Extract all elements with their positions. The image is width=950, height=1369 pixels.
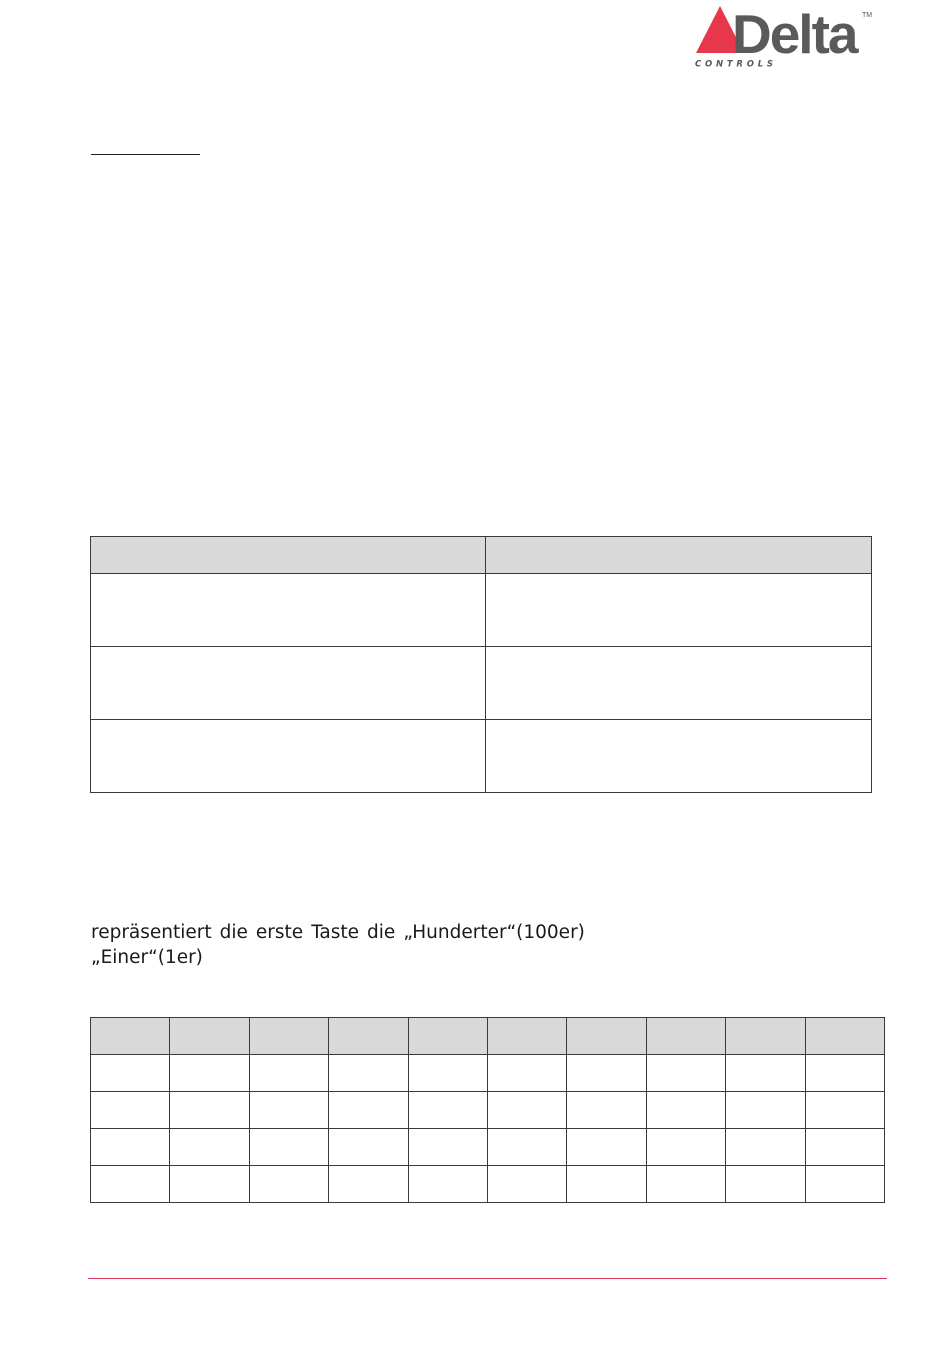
table-cell — [646, 1092, 725, 1129]
table-header-cell — [91, 1018, 170, 1055]
table-cell — [249, 1092, 328, 1129]
table-cell — [249, 1129, 328, 1166]
table-row — [91, 574, 872, 647]
table-cell — [329, 1092, 408, 1129]
table-row — [91, 1055, 885, 1092]
table-cell — [567, 1166, 646, 1203]
table-cell — [646, 1166, 725, 1203]
delta-controls-logo — [694, 6, 874, 70]
table-cell — [91, 720, 486, 793]
table-row — [91, 1129, 885, 1166]
table-row — [91, 1092, 885, 1129]
paragraph-word: repräsentiert — [91, 922, 212, 943]
table-cell — [805, 1055, 884, 1092]
table-cell — [91, 1129, 170, 1166]
table-header-cell — [91, 537, 486, 574]
trademark-mark: TM — [862, 12, 873, 19]
table-cell — [567, 1092, 646, 1129]
table-cell — [91, 1092, 170, 1129]
table-header-row — [91, 1018, 885, 1055]
table-cell — [329, 1055, 408, 1092]
table-cell — [487, 1092, 566, 1129]
table-cell — [91, 647, 486, 720]
paragraph-word: die — [219, 922, 248, 943]
table-cell — [726, 1166, 805, 1203]
paragraph-line-1 — [91, 920, 585, 945]
table-cell — [486, 720, 872, 793]
paragraph-word: erste — [255, 922, 304, 943]
table-header-cell — [408, 1018, 487, 1055]
table-cell — [487, 1129, 566, 1166]
paragraph-line-2: „Einer“(1er) — [91, 947, 203, 968]
table-cell — [249, 1055, 328, 1092]
table-header-cell — [646, 1018, 725, 1055]
table-header-cell — [170, 1018, 249, 1055]
table-cell — [329, 1129, 408, 1166]
table-header-cell — [249, 1018, 328, 1055]
ten-column-table — [90, 1017, 885, 1203]
table-header-row — [91, 537, 872, 574]
body-paragraph — [91, 920, 585, 970]
table-cell — [805, 1129, 884, 1166]
table-row — [91, 647, 872, 720]
table-cell — [408, 1166, 487, 1203]
table-cell — [486, 574, 872, 647]
table-cell — [486, 647, 872, 720]
paragraph-word: die — [367, 922, 396, 943]
table-cell — [487, 1055, 566, 1092]
table-cell — [408, 1129, 487, 1166]
table-cell — [646, 1055, 725, 1092]
table-header-cell — [486, 537, 872, 574]
table-cell — [170, 1129, 249, 1166]
two-column-table — [90, 536, 872, 793]
table-cell — [91, 1166, 170, 1203]
logo-tagline: C O N T R O L S — [695, 59, 774, 70]
heading-underline — [91, 154, 200, 155]
table-cell — [249, 1166, 328, 1203]
table-cell — [487, 1166, 566, 1203]
paragraph-word: Taste — [311, 922, 360, 943]
footer-divider — [88, 1278, 887, 1279]
table-cell — [646, 1129, 725, 1166]
logo-wordmark: Delta — [732, 6, 857, 65]
table-header-cell — [329, 1018, 408, 1055]
table-cell — [408, 1055, 487, 1092]
table-cell — [91, 574, 486, 647]
paragraph-word: „Hunderter“(100er) — [403, 922, 585, 943]
table-cell — [805, 1092, 884, 1129]
table-cell — [170, 1166, 249, 1203]
table-cell — [567, 1129, 646, 1166]
table-header-cell — [567, 1018, 646, 1055]
table-cell — [805, 1166, 884, 1203]
table-cell — [726, 1055, 805, 1092]
table-row — [91, 1166, 885, 1203]
table-cell — [170, 1055, 249, 1092]
table-cell — [726, 1092, 805, 1129]
table-header-cell — [487, 1018, 566, 1055]
delta-logo-graphic — [694, 6, 874, 70]
table-cell — [91, 1055, 170, 1092]
table-cell — [408, 1092, 487, 1129]
table-cell — [170, 1092, 249, 1129]
table-header-cell — [726, 1018, 805, 1055]
table-header-cell — [805, 1018, 884, 1055]
table-row — [91, 720, 872, 793]
table-cell — [329, 1166, 408, 1203]
table-cell — [567, 1055, 646, 1092]
table-cell — [726, 1129, 805, 1166]
